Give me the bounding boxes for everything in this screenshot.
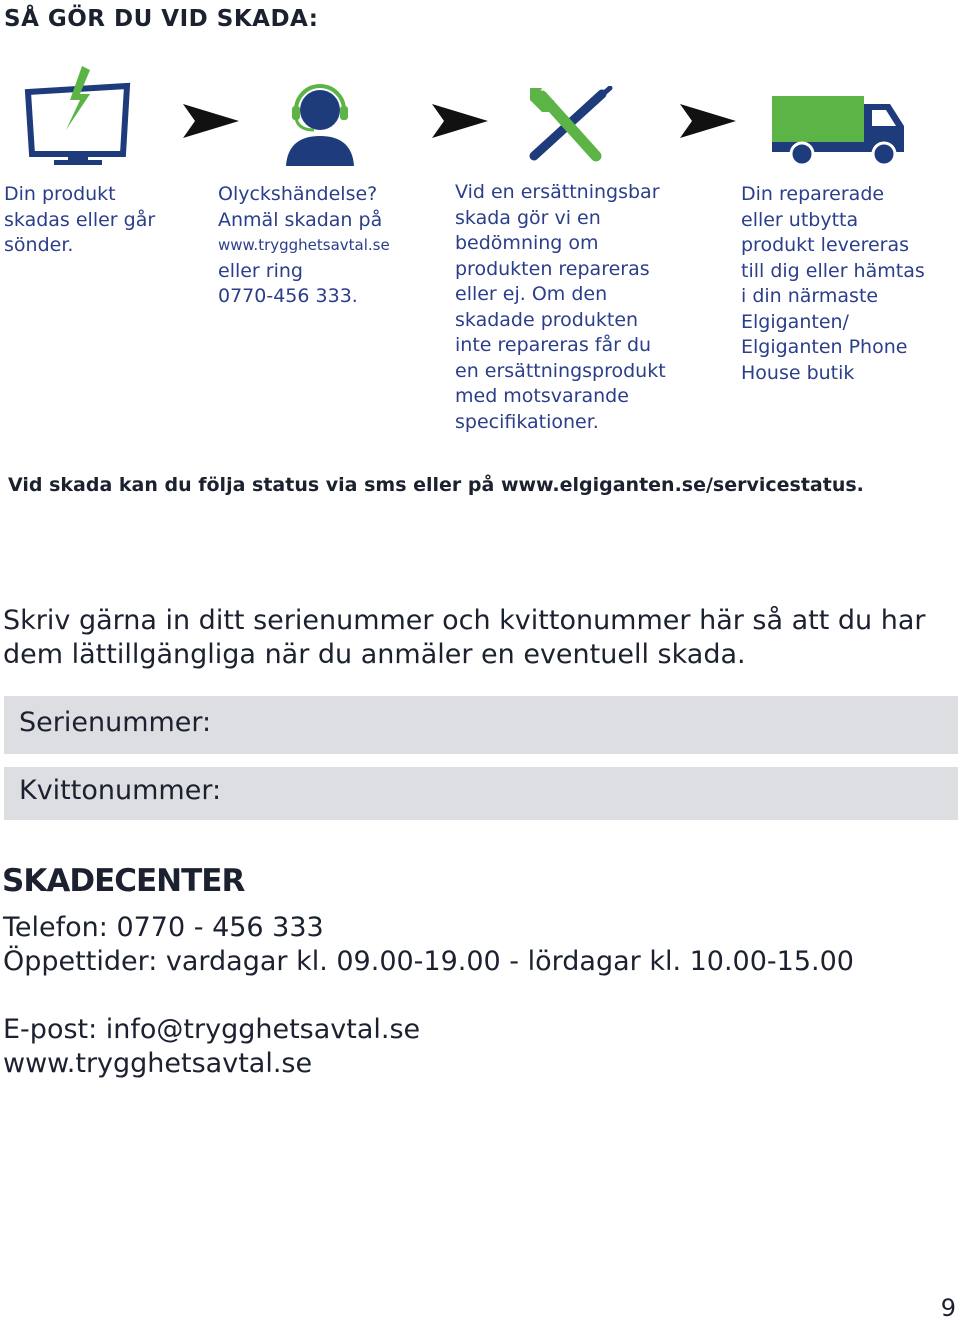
step-line: inte repareras får du [455,334,652,356]
step-4-text [741,182,925,386]
step-line: Din reparerade [741,183,885,205]
contact-email[interactable]: E-post: info@trygghetsavtal.se [3,1014,421,1045]
step-line: eller ej. Om den [455,283,608,305]
report-website-link[interactable]: www.trygghetsavtal.se [218,236,390,254]
step-line: en ersättningsprodukt [455,359,666,382]
step-line: eller utbytta [741,208,859,231]
intro-paragraph [3,604,926,672]
receipt-number-field[interactable] [4,767,958,820]
report-phone-number: 0770-456 333. [218,285,358,307]
arrow-right-icon [432,104,488,138]
step-line: Elgiganten/ [741,310,849,333]
contact-phone: Telefon: 0770 - 456 333 [3,912,324,943]
support-agent-icon [282,82,358,166]
arrow-right-icon [680,104,736,138]
intro-line: Skriv gärna in ditt serienummer och kvittonummer här så att du har [3,605,926,636]
arrow-right-icon [183,104,239,138]
step-line: med motsvarande [455,385,629,407]
step-line: produkt levereras [741,234,910,256]
step-line: Vid en ersättningsbar [455,181,660,203]
step-line: skadas eller går [4,208,156,231]
serial-number-field[interactable] [4,696,958,754]
status-info-text: Vid skada kan du följa status via sms eller på www.elgiganten.se/servicestatus. [8,474,864,496]
repair-tools-icon [524,86,616,164]
broken-monitor-icon [24,66,132,166]
step-line: skadade produkten [455,308,639,331]
contact-website-link[interactable]: www.trygghetsavtal.se [3,1048,313,1079]
delivery-truck-icon [772,96,908,166]
serial-number-label: Serienummer: [19,707,212,738]
step-line: specifikationer. [455,410,599,433]
skadecenter-title: SKADECENTER [2,863,245,899]
step-line: i din närmaste [741,285,879,307]
step-line: Elgiganten Phone [741,336,908,358]
step-line: Din produkt [4,183,116,205]
receipt-number-label: Kvittonummer: [19,775,222,806]
step-line: produkten repareras [455,257,650,280]
step-line: Anmäl skadan på [218,208,383,231]
page-number: 9 [940,1294,956,1322]
step-line: Olyckshändelse? [218,183,378,205]
step-line: sönder. [4,234,74,256]
step-1-text [4,182,155,259]
step-3-text [455,180,666,435]
intro-line: dem lättillgängliga när du anmäler en eventuell skada. [3,639,746,670]
step-2-text [218,182,390,310]
step-line: eller ring [218,259,303,282]
page-heading: SÅ GÖR DU VID SKADA: [4,6,319,32]
contact-hours: Öppettider: vardagar kl. 09.00-19.00 - lördagar kl. 10.00-15.00 [3,946,854,977]
step-line: skada gör vi en [455,206,601,229]
step-line: House butik [741,361,855,384]
step-line: bedömning om [455,232,599,254]
step-line: till dig eller hämtas [741,259,925,282]
